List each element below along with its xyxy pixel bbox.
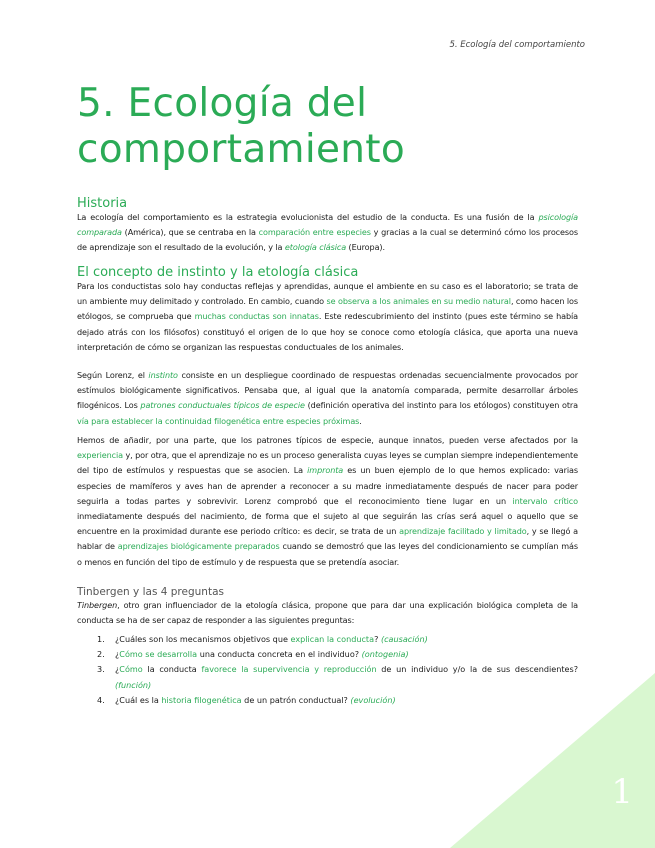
subsection-heading-tinbergen: Tinbergen y las 4 preguntas [77, 586, 224, 598]
paragraph-instinto-1: Para los conductistas solo hay conductas reflejas y aprendidas, aunque el ambiente en su caso es el laboratorio; se trata de un ambiente muy delimitado y controlado. En cambio, cuando se observa a los animales en su medio natural, como hacen los etólogos, se comprueba que muchas conductas son innatas. Este redescubrimiento del instinto (pues este término se había dejado atrás con los filósofos) constituyó el origen de lo que hoy se conoce como etología clásica, que aporta una nueva interpretación de cómo se organizan las respuestas conductuales de los animales. [77, 281, 578, 352]
section-heading-instinto: El concepto de instinto y la etología clásica [77, 265, 359, 280]
paragraph-instinto-3: Hemos de añadir, por una parte, que los patrones típicos de especie, aunque innatos, pueden verse afectados por la experiencia y, por otra, que el aprendizaje no es un proceso generalista cuyas leyes se cumplan siempre independientemente del tipo de estímulos y respuestas que se asocien. La impronta es un buen ejemplo de lo que hemos explicado: varias especies de mamíferos y aves han de aprender a reconocer a su madre inmediatamente después de nacer para poder seguirla a todas partes y sobrevivir. Lorenz comprobó que el reconocimiento tiene lugar en un intervalo crítico inmediatamente después del nacimiento, de forma que el sujeto al que seguirán las crías será aquel o aquello que se encuentre en la proximidad durante ese periodo crítico: es decir, se trata de un aprendizaje facilitado y limitado, y se llegó a hablar de aprendizajes biológicamente preparados cuando se demostró que las leyes del condicionamiento se cumplían más o menos en función del tipo de estímulo y de respuesta que se pretendía asociar. [77, 435, 579, 567]
list-item: 1. ¿Cuáles son los mecanismos objetivos que explican la conducta? (causación) [97, 634, 428, 644]
section-heading-historia: Historia [77, 196, 128, 211]
paragraph-historia: La ecología del comportamiento es la estrategia evolucionista del estudio de la conducta. Es una fusión de la psicología comparada (América), que se centraba en la comparación entre especies y gracias a la cual se determinó cómo los procesos de aprendizaje son el resultado de la evolución, y la etología clásica (Europa). [77, 212, 578, 253]
page-number: 1 [611, 772, 633, 812]
corner-triangle-decoration [450, 673, 655, 848]
paragraph-instinto-2: Según Lorenz, el instinto consiste en un despliegue coordinado de respuestas ordenadas secuencialmente provocados por estímulos biológicamente significativos. Pensaba que, al igual que la anatomía comparada, permite desarrollar árboles filogénicos. Los patrones conductuales típicos de especie (definición operativa del instinto para los etólogos) constituyen otra vía para establecer la continuidad filogenética entre especies próximas. [77, 370, 578, 426]
running-header: 5. Ecología del comportamiento [449, 40, 585, 50]
paragraph-tinbergen: Tinbergen, otro gran influenciador de la etología clásica, propone que para dar una explicación biológica completa de la conducta se ha de ser capaz de responder a las siguientes preguntas: [77, 600, 578, 626]
list-item: 4. ¿Cuál es la historia filogenética de un patrón conductual? (evolución) [97, 694, 396, 705]
list-item: 2. ¿Cómo se desarrolla una conducta concreta en el individuo? (ontogenia) [97, 649, 409, 660]
page-title: 5. Ecología del comportamiento [77, 81, 406, 172]
list-item: 3. ¿Cómo la conducta favorece la supervivencia y reproducción de un individuo y/o la de sus descendientes? (función) [97, 664, 578, 690]
